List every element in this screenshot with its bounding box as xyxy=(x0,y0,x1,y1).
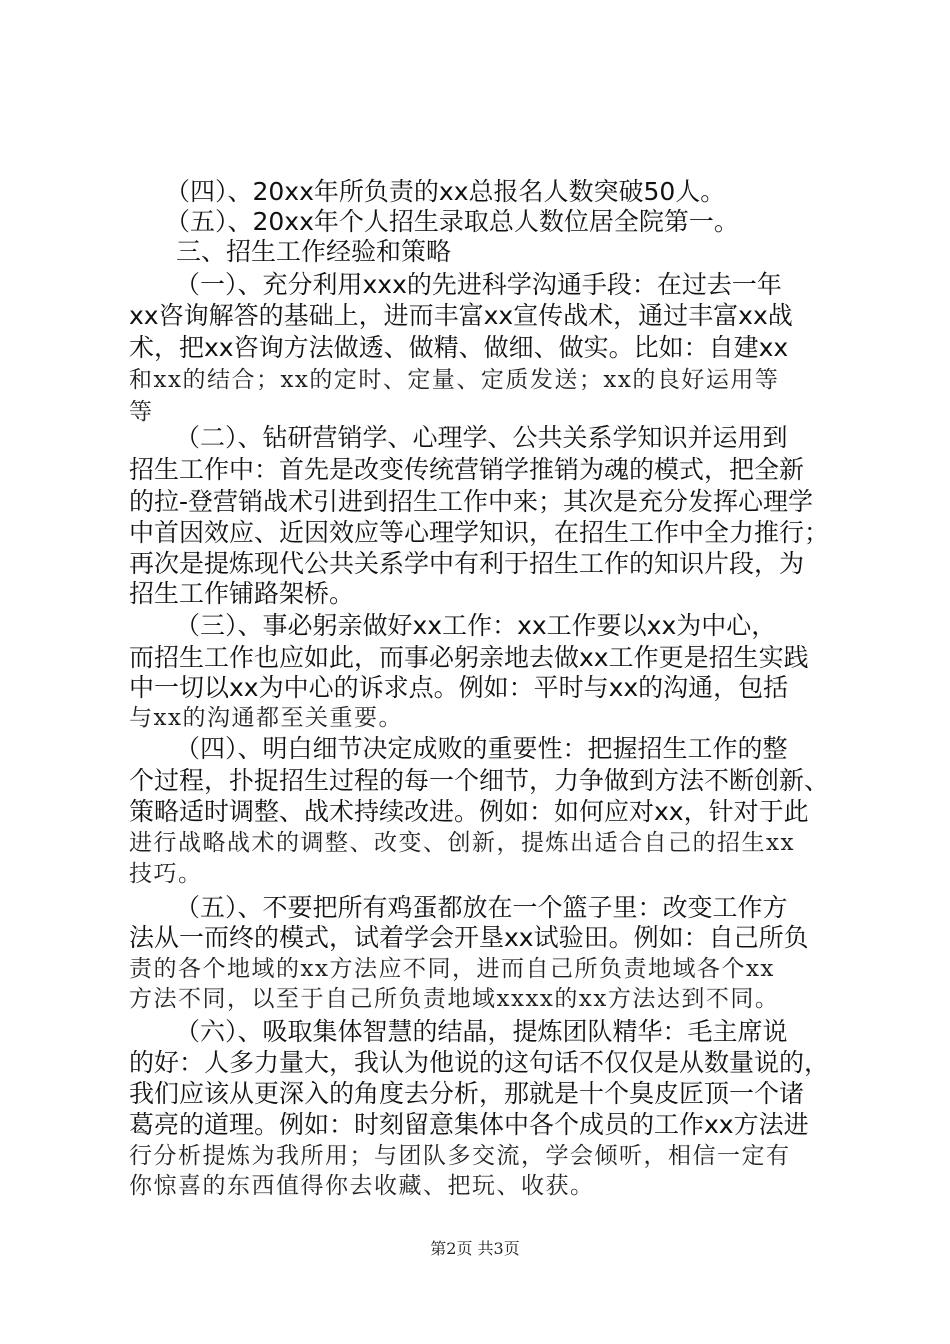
text-line: 中首因效应、近因效应等心理学知识，在招生工作中全力推行； xyxy=(129,518,830,547)
text-line: xx咨询解答的基础上，进而丰富xx宣传战术，通过丰富xx战 xyxy=(129,301,793,330)
text-line: 等 xyxy=(129,399,154,425)
text-line: （五）、不要把所有鸡蛋都放在一个篮子里：改变工作方 xyxy=(175,893,788,922)
text-line: 法从一而终的模式，试着学会开垦xx试验田。例如：自己所负 xyxy=(129,923,809,952)
text-line: 你惊喜的东西值得你去收藏、把玩、收获。 xyxy=(129,1173,595,1199)
text-line: 中一切以xx为中心的诉求点。例如：平时与xx的沟通，包括 xyxy=(129,673,789,702)
text-line: 葛亮的道理。例如：时刻留意集体中各个成员的工作xx方法进 xyxy=(129,1110,809,1139)
text-line: 和xx的结合；xx的定时、定量、定质发送；xx的良好运用等 xyxy=(129,367,780,393)
text-line: 进行战略战术的调整、改变、创新，提炼出适合自己的招生xx xyxy=(129,830,795,856)
text-line: （三）、事必躬亲做好xx工作：xx工作要以xx为中心， xyxy=(175,611,777,640)
text-line: （五）、20xx年个人招生录取总人数位居全院第一。 xyxy=(165,207,739,236)
text-line: 我们应该从更深入的角度去分析，那就是十个臭皮匠顶一个诸 xyxy=(129,1079,805,1108)
text-line: 而招生工作也应如此，而事必躬亲地去做xx工作更是招生实践 xyxy=(129,643,809,672)
text-line: 与xx的沟通都至关重要。 xyxy=(129,705,403,731)
text-line: （二）、钻研营销学、心理学、公共关系学知识并运用到 xyxy=(175,423,788,452)
text-line: 策略适时调整、战术持续改进。例如：如何应对xx，针对于此 xyxy=(129,797,809,826)
text-line: 责的各个地域的xx方法应不同，进而自己所负责地域各个xx xyxy=(129,956,775,982)
text-line: 技巧。 xyxy=(129,861,203,887)
section-heading: 三、招生工作经验和策略 xyxy=(176,237,452,266)
text-line: （六）、吸取集体智慧的结晶，提炼团队精华：毛主席说 xyxy=(175,1017,788,1046)
text-line: 方法不同，以至于自己所负责地域xxxx的xx方法达到不同。 xyxy=(129,986,780,1012)
text-line: （四）、20xx年所负责的xx总报名人数突破50人。 xyxy=(165,177,726,206)
text-line: 行分析提炼为我所用；与团队多交流，学会倾听，相信一定有 xyxy=(129,1143,791,1169)
text-line: 招生工作中：首先是改变传统营销学推销为魂的模式，把全新 xyxy=(129,455,805,484)
text-line: 再次是提炼现代公共关系学中有利于招生工作的知识片段，为 xyxy=(129,549,805,578)
text-line: 的拉-登营销战术引进到招生工作中来；其次是充分发挥心理学 xyxy=(129,487,814,516)
page-footer: 第2页 共3页 xyxy=(430,1239,520,1258)
text-line: （一）、充分利用xxx的先进科学沟通手段：在过去一年 xyxy=(175,270,782,299)
text-line: 术，把xx咨询方法做透、做精、做细、做实。比如：自建xx xyxy=(129,333,789,362)
text-line: 个过程，扑捉招生过程的每一个细节，力争做到方法不断创新、 xyxy=(129,766,830,795)
text-line: 招生工作铺路架桥。 xyxy=(129,579,355,608)
text-line: 的好：人多力量大，我认为他说的这句话不仅仅是从数量说的， xyxy=(129,1048,830,1077)
text-line: （四）、明白细节决定成败的重要性：把握招生工作的整 xyxy=(175,734,788,763)
